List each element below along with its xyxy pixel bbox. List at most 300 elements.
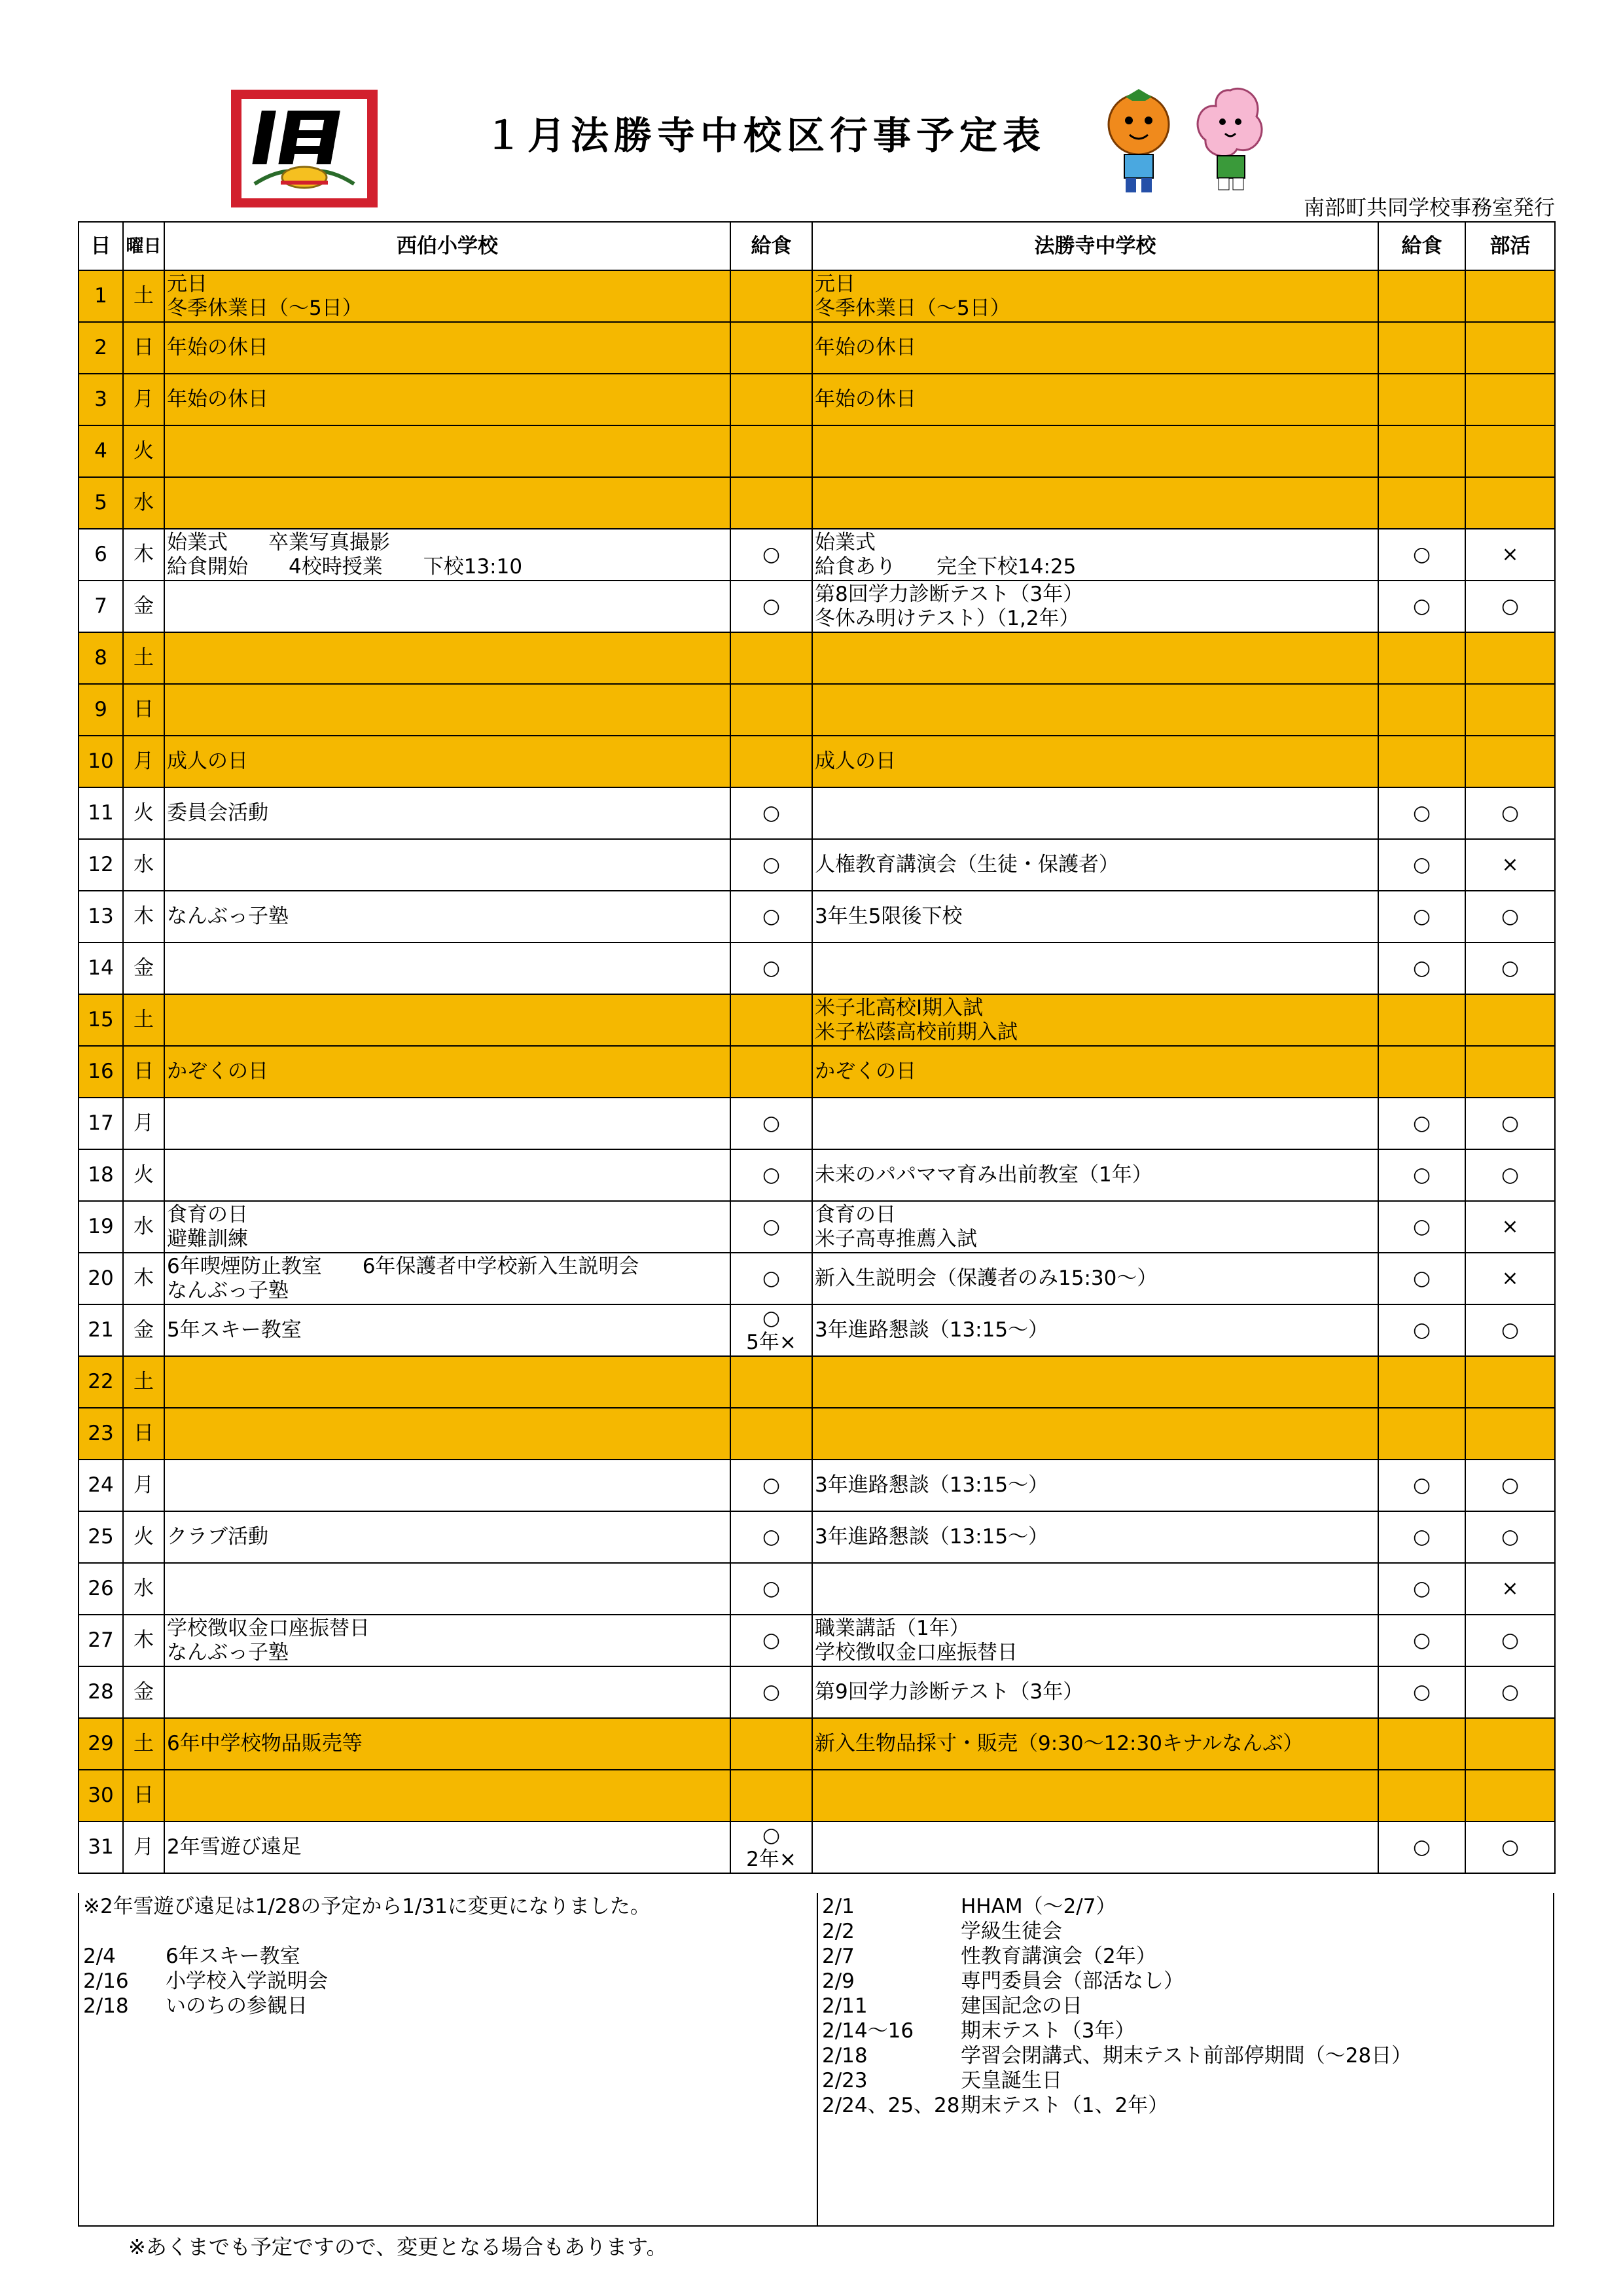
note-date: 2/11: [822, 1994, 868, 2018]
junior-high-lunch-cell: ○: [1378, 839, 1465, 891]
club-cell: [1465, 477, 1555, 529]
header-day: 日: [79, 222, 123, 270]
junior-high-lunch-cell: [1378, 994, 1465, 1046]
table-row: [79, 374, 1555, 425]
elementary-lunch-cell: ○ 5年×: [730, 1304, 812, 1356]
junior-high-lunch-cell: ○: [1378, 1149, 1465, 1201]
publisher-label: 南部町共同学校事務室発行: [1303, 195, 1555, 220]
junior-high-event-cell: [812, 1408, 1378, 1460]
note-event: 期末テスト（3年）: [961, 2019, 1135, 2043]
table-row: [79, 1253, 1555, 1304]
note-event: 天皇誕生日: [961, 2069, 1062, 2092]
junior-high-event-cell: 新入生物品採寸・販売（9:30～12:30キナルなんぶ）: [812, 1718, 1378, 1770]
table-row: [79, 787, 1555, 839]
elementary-lunch-cell: [730, 632, 812, 684]
junior-high-event-cell: 食育の日 米子高専推薦入試: [812, 1201, 1378, 1253]
elementary-event-cell: [164, 1563, 730, 1615]
elementary-lunch-cell: ○: [730, 1149, 812, 1201]
elementary-lunch-cell: ○: [730, 839, 812, 891]
elementary-lunch-cell: [730, 994, 812, 1046]
weekday-cell: 木: [123, 891, 164, 942]
day-cell: 19: [79, 1201, 123, 1253]
elementary-event-cell: [164, 632, 730, 684]
note-date: 2/24、25、28: [822, 2094, 960, 2117]
club-cell: [1465, 374, 1555, 425]
elementary-event-cell: 6年中学校物品販売等: [164, 1718, 730, 1770]
junior-high-lunch-cell: [1378, 1408, 1465, 1460]
elementary-lunch-cell: ○: [730, 1615, 812, 1666]
weekday-cell: 土: [123, 1718, 164, 1770]
elementary-lunch-cell: [730, 477, 812, 529]
elementary-lunch-cell: ○: [730, 1460, 812, 1511]
day-cell: 8: [79, 632, 123, 684]
list-item: [822, 2018, 1549, 2043]
table-row: [79, 1408, 1555, 1460]
note-event: 建国記念の日: [961, 1994, 1082, 2018]
note-event: 期末テスト（1、2年）: [961, 2094, 1169, 2117]
junior-high-lunch-cell: [1378, 1770, 1465, 1821]
junior-high-lunch-cell: [1378, 270, 1465, 322]
weekday-cell: 水: [123, 477, 164, 529]
elementary-event-cell: [164, 1666, 730, 1718]
weekday-cell: 日: [123, 1046, 164, 1098]
elementary-event-cell: 委員会活動: [164, 787, 730, 839]
junior-high-lunch-cell: ○: [1378, 891, 1465, 942]
elementary-event-cell: 学校徴収金口座振替日 なんぶっ子塾: [164, 1615, 730, 1666]
elementary-event-cell: かぞくの日: [164, 1046, 730, 1098]
junior-high-event-cell: [812, 787, 1378, 839]
elementary-event-cell: [164, 477, 730, 529]
junior-high-event-cell: [812, 1770, 1378, 1821]
junior-high-lunch-cell: [1378, 1718, 1465, 1770]
club-cell: ×: [1465, 1563, 1555, 1615]
weekday-cell: 水: [123, 839, 164, 891]
day-cell: 29: [79, 1718, 123, 1770]
note-event: いのちの参観日: [166, 1994, 308, 2018]
day-cell: 6: [79, 529, 123, 581]
weekday-cell: 金: [123, 1304, 164, 1356]
junior-high-lunch-cell: ○: [1378, 787, 1465, 839]
elementary-lunch-cell: ○: [730, 529, 812, 581]
note-event: 性教育講演会（2年）: [961, 1945, 1156, 1968]
weekday-cell: 木: [123, 1615, 164, 1666]
weekday-cell: 火: [123, 787, 164, 839]
club-cell: [1465, 322, 1555, 374]
table-row: [79, 684, 1555, 736]
table-row: [79, 322, 1555, 374]
junior-high-event-cell: 第8回学力診断テスト（3年） 冬休み明けテスト）（1,2年）: [812, 581, 1378, 632]
note-date: 2/18: [83, 1994, 129, 2018]
junior-high-event-cell: [812, 632, 1378, 684]
junior-high-notes: [818, 1893, 1553, 2225]
elementary-lunch-cell: ○: [730, 1201, 812, 1253]
junior-high-event-cell: [812, 1563, 1378, 1615]
elementary-event-cell: [164, 581, 730, 632]
junior-high-event-cell: かぞくの日: [812, 1046, 1378, 1098]
elementary-lunch-cell: [730, 322, 812, 374]
day-cell: 21: [79, 1304, 123, 1356]
weekday-cell: 土: [123, 994, 164, 1046]
elementary-event-cell: 2年雪遊び遠足: [164, 1821, 730, 1873]
club-cell: ○: [1465, 1149, 1555, 1201]
table-row: [79, 1356, 1555, 1408]
junior-high-lunch-cell: [1378, 425, 1465, 477]
day-cell: 24: [79, 1460, 123, 1511]
club-cell: [1465, 1356, 1555, 1408]
list-item: [83, 1944, 813, 1969]
weekday-cell: 月: [123, 1821, 164, 1873]
elementary-event-cell: 成人の日: [164, 736, 730, 787]
junior-high-lunch-cell: ○: [1378, 1253, 1465, 1304]
elementary-lunch-cell: [730, 374, 812, 425]
sakura-mascot-icon: [1191, 84, 1270, 195]
note-event: 学習会閉講式、期末テスト前部停期間（～28日）: [961, 2044, 1412, 2068]
club-cell: ○: [1465, 1615, 1555, 1666]
junior-high-event-cell: [812, 1821, 1378, 1873]
junior-high-event-cell: 人権教育講演会（生徒・保護者）: [812, 839, 1378, 891]
club-cell: ×: [1465, 1201, 1555, 1253]
elementary-lunch-cell: ○ 2年×: [730, 1821, 812, 1873]
junior-high-lunch-cell: [1378, 684, 1465, 736]
day-cell: 15: [79, 994, 123, 1046]
table-row: [79, 1460, 1555, 1511]
junior-high-lunch-cell: ○: [1378, 1821, 1465, 1873]
elementary-event-cell: クラブ活動: [164, 1511, 730, 1563]
list-item: [822, 1919, 1549, 1944]
junior-high-event-cell: [812, 684, 1378, 736]
elementary-lunch-cell: [730, 1046, 812, 1098]
elementary-lunch-cell: [730, 425, 812, 477]
elementary-event-cell: 年始の休日: [164, 322, 730, 374]
table-row: [79, 632, 1555, 684]
day-cell: 2: [79, 322, 123, 374]
header-junior-high-school: 法勝寺中学校: [812, 222, 1378, 270]
junior-high-event-cell: 3年進路懇談（13:15～）: [812, 1511, 1378, 1563]
elementary-event-cell: 元日 冬季休業日（～5日）: [164, 270, 730, 322]
header-weekday: 曜日: [123, 222, 164, 270]
weekday-cell: 日: [123, 1770, 164, 1821]
elementary-lunch-cell: [730, 1718, 812, 1770]
header-elementary-school: 西伯小学校: [164, 222, 730, 270]
note-date: 2/4: [83, 1945, 116, 1968]
table-row: [79, 1615, 1555, 1666]
junior-high-event-cell: 年始の休日: [812, 374, 1378, 425]
elementary-lunch-cell: ○: [730, 581, 812, 632]
junior-high-lunch-cell: [1378, 374, 1465, 425]
weekday-cell: 日: [123, 1408, 164, 1460]
elementary-lunch-cell: ○: [730, 787, 812, 839]
junior-high-event-cell: 元日 冬季休業日（～5日）: [812, 270, 1378, 322]
junior-high-lunch-cell: ○: [1378, 942, 1465, 994]
elementary-lunch-cell: ○: [730, 1253, 812, 1304]
club-cell: [1465, 632, 1555, 684]
elementary-lunch-cell: ○: [730, 1098, 812, 1149]
list-item: [822, 1944, 1549, 1969]
junior-high-lunch-cell: [1378, 477, 1465, 529]
day-cell: 23: [79, 1408, 123, 1460]
elementary-event-cell: [164, 684, 730, 736]
club-cell: ×: [1465, 839, 1555, 891]
weekday-cell: 日: [123, 322, 164, 374]
elementary-lunch-cell: ○: [730, 1563, 812, 1615]
day-cell: 12: [79, 839, 123, 891]
elementary-event-cell: [164, 1460, 730, 1511]
day-cell: 4: [79, 425, 123, 477]
day-cell: 10: [79, 736, 123, 787]
table-row: [79, 581, 1555, 632]
elementary-event-cell: [164, 1408, 730, 1460]
list-item: [822, 1994, 1549, 2018]
note-date: 2/14～16: [822, 2019, 914, 2043]
note-event: 6年スキー教室: [166, 1945, 300, 1968]
day-cell: 13: [79, 891, 123, 942]
junior-high-lunch-cell: [1378, 322, 1465, 374]
club-cell: [1465, 994, 1555, 1046]
junior-high-lunch-cell: ○: [1378, 1563, 1465, 1615]
elementary-event-cell: [164, 942, 730, 994]
junior-high-event-cell: [812, 1356, 1378, 1408]
weekday-cell: 水: [123, 1201, 164, 1253]
weekday-cell: 火: [123, 1511, 164, 1563]
table-row: [79, 1821, 1555, 1873]
day-cell: 1: [79, 270, 123, 322]
weekday-cell: 日: [123, 684, 164, 736]
elementary-event-cell: [164, 1098, 730, 1149]
elementary-event-cell: 食育の日 避難訓練: [164, 1201, 730, 1253]
club-cell: ○: [1465, 1821, 1555, 1873]
junior-high-event-cell: 新入生説明会（保護者のみ15:30～）: [812, 1253, 1378, 1304]
header-elementary-lunch: 給食: [730, 222, 812, 270]
junior-high-event-cell: [812, 1098, 1378, 1149]
note-date: 2/7: [822, 1945, 855, 1968]
note-date: 2/1: [822, 1895, 855, 1918]
list-item: [83, 1969, 813, 1994]
note-event: HHAM（～2/7）: [961, 1895, 1116, 1918]
junior-high-lunch-cell: ○: [1378, 1304, 1465, 1356]
elementary-event-cell: [164, 1149, 730, 1201]
club-cell: ○: [1465, 1460, 1555, 1511]
note-event: 学級生徒会: [961, 1920, 1062, 1943]
change-notice: ※2年雪遊び遠足は1/28の予定から1/31に変更になりました。: [83, 1895, 651, 1918]
month-logo: [231, 90, 378, 207]
weekday-cell: 木: [123, 1253, 164, 1304]
club-cell: ○: [1465, 891, 1555, 942]
elementary-lunch-cell: [730, 270, 812, 322]
day-cell: 30: [79, 1770, 123, 1821]
table-row: [79, 477, 1555, 529]
club-cell: [1465, 1718, 1555, 1770]
note-date: 2/16: [83, 1969, 129, 1993]
table-row: [79, 942, 1555, 994]
junior-high-lunch-cell: [1378, 1356, 1465, 1408]
day-cell: 11: [79, 787, 123, 839]
table-row: [79, 1718, 1555, 1770]
elementary-event-cell: [164, 994, 730, 1046]
club-cell: [1465, 1408, 1555, 1460]
junior-high-lunch-cell: [1378, 1046, 1465, 1098]
weekday-cell: 火: [123, 425, 164, 477]
elementary-event-cell: 5年スキー教室: [164, 1304, 730, 1356]
day-cell: 25: [79, 1511, 123, 1563]
junior-high-event-cell: 3年進路懇談（13:15～）: [812, 1304, 1378, 1356]
table-header-row: [79, 222, 1555, 270]
junior-high-lunch-cell: ○: [1378, 1511, 1465, 1563]
junior-high-event-cell: 始業式 給食あり 完全下校14:25: [812, 529, 1378, 581]
table-row: [79, 891, 1555, 942]
day-cell: 3: [79, 374, 123, 425]
elementary-lunch-cell: ○: [730, 1511, 812, 1563]
club-cell: ○: [1465, 787, 1555, 839]
table-row: [79, 1098, 1555, 1149]
notes-section: [78, 1893, 1554, 2227]
day-cell: 5: [79, 477, 123, 529]
note-event: 小学校入学説明会: [166, 1969, 328, 1993]
table-row: [79, 1201, 1555, 1253]
junior-high-lunch-cell: ○: [1378, 1666, 1465, 1718]
day-cell: 28: [79, 1666, 123, 1718]
note-event: 専門委員会（部活なし）: [961, 1969, 1184, 1993]
elementary-lunch-cell: [730, 1408, 812, 1460]
weekday-cell: 木: [123, 529, 164, 581]
junior-high-event-cell: [812, 425, 1378, 477]
junior-high-event-cell: 未来のパパママ育み出前教室（1年）: [812, 1149, 1378, 1201]
junior-high-event-cell: 第9回学力診断テスト（3年）: [812, 1666, 1378, 1718]
club-cell: [1465, 736, 1555, 787]
list-item: [822, 2093, 1549, 2118]
day-cell: 31: [79, 1821, 123, 1873]
elementary-event-cell: [164, 425, 730, 477]
day-cell: 16: [79, 1046, 123, 1098]
table-row: [79, 1046, 1555, 1098]
club-cell: ○: [1465, 942, 1555, 994]
junior-high-event-cell: 3年生5限後下校: [812, 891, 1378, 942]
junior-high-lunch-cell: ○: [1378, 581, 1465, 632]
day-cell: 20: [79, 1253, 123, 1304]
elementary-notes: [79, 1893, 818, 2225]
weekday-cell: 金: [123, 1666, 164, 1718]
table-row: [79, 529, 1555, 581]
club-cell: ○: [1465, 1511, 1555, 1563]
note-date: 2/2: [822, 1920, 855, 1943]
list-item: [822, 2068, 1549, 2093]
club-cell: ○: [1465, 1666, 1555, 1718]
junior-high-event-cell: 3年進路懇談（13:15～）: [812, 1460, 1378, 1511]
schedule-table: [78, 221, 1556, 1874]
junior-high-event-cell: 米子北高校Ⅰ期入試 米子松蔭高校前期入試: [812, 994, 1378, 1046]
table-row: [79, 839, 1555, 891]
elementary-event-cell: 始業式 卒業写真撮影 給食開始 4校時授業 下校13:10: [164, 529, 730, 581]
elementary-lunch-cell: [730, 1770, 812, 1821]
elementary-event-cell: [164, 1356, 730, 1408]
weekday-cell: 土: [123, 632, 164, 684]
table-row: [79, 1666, 1555, 1718]
weekday-cell: 月: [123, 1098, 164, 1149]
club-cell: ×: [1465, 1253, 1555, 1304]
club-cell: [1465, 1046, 1555, 1098]
list-item: [822, 1969, 1549, 1994]
junior-high-event-cell: [812, 942, 1378, 994]
table-row: [79, 736, 1555, 787]
elementary-lunch-cell: [730, 684, 812, 736]
table-row: [79, 1511, 1555, 1563]
day-cell: 7: [79, 581, 123, 632]
junior-high-lunch-cell: ○: [1378, 1201, 1465, 1253]
table-row: [79, 270, 1555, 322]
day-cell: 14: [79, 942, 123, 994]
table-row: [79, 1149, 1555, 1201]
header-club-activity: 部活: [1465, 222, 1555, 270]
note-date: 2/18: [822, 2044, 868, 2068]
weekday-cell: 金: [123, 581, 164, 632]
junior-high-lunch-cell: ○: [1378, 529, 1465, 581]
table-row: [79, 425, 1555, 477]
club-cell: ×: [1465, 529, 1555, 581]
elementary-lunch-cell: [730, 736, 812, 787]
club-cell: ○: [1465, 581, 1555, 632]
list-item: [83, 1994, 813, 2018]
table-row: [79, 994, 1555, 1046]
junior-high-lunch-cell: ○: [1378, 1460, 1465, 1511]
day-cell: 26: [79, 1563, 123, 1615]
junior-high-lunch-cell: [1378, 632, 1465, 684]
weekday-cell: 月: [123, 374, 164, 425]
footer-note: ※あくまでも予定ですので、変更となる場合もあります。: [128, 2234, 668, 2259]
weekday-cell: 水: [123, 1563, 164, 1615]
club-cell: ○: [1465, 1098, 1555, 1149]
club-cell: [1465, 684, 1555, 736]
elementary-lunch-cell: [730, 1356, 812, 1408]
day-cell: 9: [79, 684, 123, 736]
table-row: [79, 1770, 1555, 1821]
elementary-lunch-cell: ○: [730, 942, 812, 994]
elementary-event-cell: なんぶっ子塾: [164, 891, 730, 942]
junior-high-event-cell: [812, 477, 1378, 529]
weekday-cell: 火: [123, 1149, 164, 1201]
club-cell: ○: [1465, 1304, 1555, 1356]
elementary-lunch-cell: ○: [730, 891, 812, 942]
elementary-lunch-cell: ○: [730, 1666, 812, 1718]
header-junior-high-lunch: 給食: [1378, 222, 1465, 270]
club-cell: [1465, 425, 1555, 477]
weekday-cell: 土: [123, 1356, 164, 1408]
junior-high-lunch-cell: ○: [1378, 1098, 1465, 1149]
junior-high-lunch-cell: [1378, 736, 1465, 787]
day-cell: 27: [79, 1615, 123, 1666]
weekday-cell: 土: [123, 270, 164, 322]
junior-high-event-cell: 成人の日: [812, 736, 1378, 787]
elementary-event-cell: 年始の休日: [164, 374, 730, 425]
page-title: １月法勝寺中校区行事予定表: [484, 113, 1046, 158]
junior-high-event-cell: 年始の休日: [812, 322, 1378, 374]
list-item: [822, 2043, 1549, 2068]
table-row: [79, 1563, 1555, 1615]
day-cell: 17: [79, 1098, 123, 1149]
list-item: [822, 1894, 1549, 1919]
junior-high-lunch-cell: ○: [1378, 1615, 1465, 1666]
day-cell: 22: [79, 1356, 123, 1408]
note-date: 2/23: [822, 2069, 868, 2092]
elementary-event-cell: 6年喫煙防止教室 6年保護者中学校新入生説明会 なんぶっ子塾: [164, 1253, 730, 1304]
weekday-cell: 月: [123, 1460, 164, 1511]
club-cell: [1465, 270, 1555, 322]
day-cell: 18: [79, 1149, 123, 1201]
weekday-cell: 月: [123, 736, 164, 787]
weekday-cell: 金: [123, 942, 164, 994]
note-date: 2/9: [822, 1969, 855, 1993]
elementary-event-cell: [164, 1770, 730, 1821]
persimmon-mascot-icon: [1099, 86, 1178, 198]
club-cell: [1465, 1770, 1555, 1821]
